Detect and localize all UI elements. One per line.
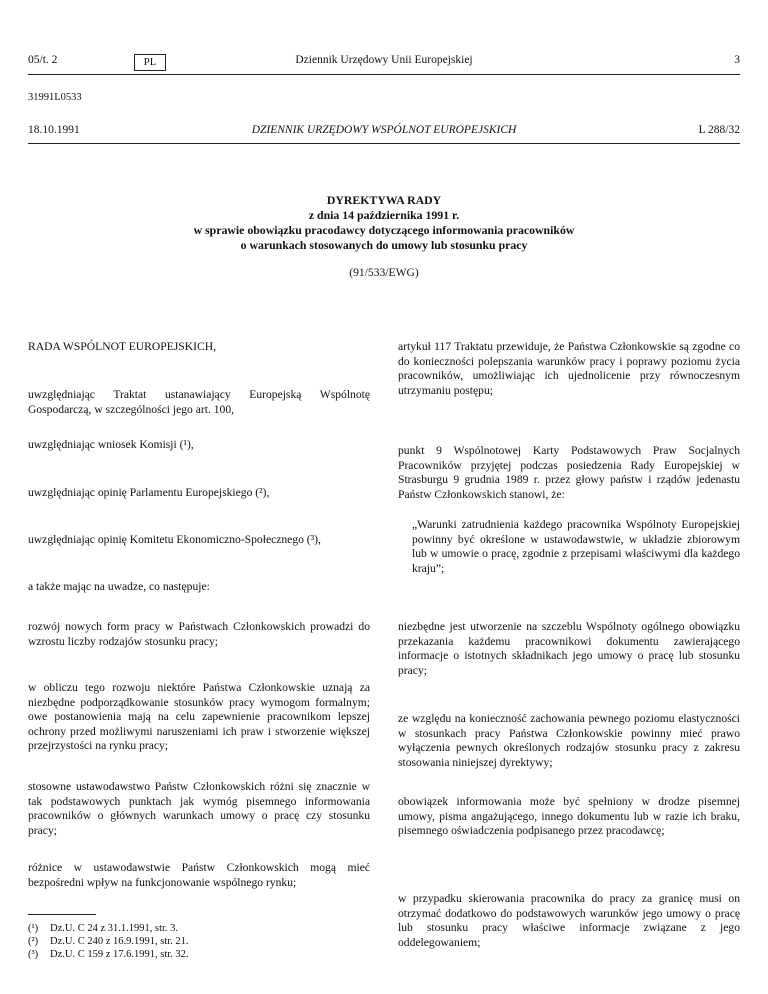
footnote-3: (³) Dz.U. C 159 z 17.6.1991, str. 32.: [28, 949, 189, 960]
left-paragraph-2: uwzględniając Traktat ustanawiający Europejską Wspólnotę Gospodarczą, w szczególności jego art. 100,: [28, 388, 370, 416]
subheader-rule: [28, 143, 740, 144]
language-badge: PL: [134, 54, 166, 71]
issue-number: 05/t. 2: [28, 54, 58, 66]
left-paragraph-1: RADA WSPÓLNOT EUROPEJSKICH,: [28, 340, 216, 353]
original-journal-title: DZIENNIK URZĘDOWY WSPÓLNOT EUROPEJSKICH: [251, 124, 517, 136]
publication-date: 18.10.1991: [28, 124, 80, 136]
left-paragraph-8: w obliczu tego rozwoju niektóre Państwa Członkowskie uznają za niezbędne podporządkowanie stosunków pracy wymogom formalnym; owe postanowienia mają na celu zapewnienie pracownikom lepszej ochrony przed możliwymi naruszeniami ich praw i stworzenie większej przejrzystości na rynku pracy;: [28, 681, 370, 753]
left-paragraph-5: uwzględniając opinię Komitetu Ekonomiczno-Społecznego (³),: [28, 533, 321, 546]
page-number: 3: [734, 54, 740, 66]
footnote-2: (²) Dz.U. C 240 z 16.9.1991, str. 21.: [28, 936, 189, 947]
left-paragraph-3: uwzględniając wniosek Komisji (¹),: [28, 438, 194, 451]
celex-number: 31991L0533: [28, 92, 82, 103]
journal-title: Dziennik Urzędowy Unii Europejskiej: [295, 54, 473, 66]
document-type: DYREKTYWA RADY: [326, 193, 442, 207]
document-date: z dnia 14 października 1991 r.: [308, 208, 460, 222]
left-paragraph-6: a także mając na uwadze, co następuje:: [28, 580, 210, 593]
right-paragraph-2: punkt 9 Wspólnotowej Karty Podstawowych Praw Socjalnych Pracowników przyjętej podczas posiedzenia Rady Europejskiej w Strasburgu 9 grudnia 1989 r. przez głowy państw i rządów jedenastu Państw Członkowskich stanowi, że:: [398, 444, 740, 501]
right-paragraph-1: artykuł 117 Traktatu przewiduje, że Państwa Członkowskie są zgodne co do konieczności polepszania warunków pracy i poprawy poziomu życia pracowników, umożliwiając ich ujednolicenie przy równoczesnym utrzymaniu postępu;: [398, 340, 740, 397]
journal-reference: L 288/32: [698, 124, 740, 136]
header-rule: [28, 74, 740, 75]
document-subject-line2: o warunkach stosowanych do umowy lub stosunku pracy: [240, 238, 528, 252]
footnote-1: (¹) Dz.U. C 24 z 31.1.1991, str. 3.: [28, 923, 179, 934]
document-subject-line1: w sprawie obowiązku pracodawcy dotyczącego informowania pracowników: [193, 223, 575, 237]
footnote-separator: [28, 914, 96, 915]
right-paragraph-6: w przypadku skierowania pracownika do pracy za granicę musi on otrzymać dodatkowo do podstawowych warunków jego umowy o pracę lub stosunku pracy właściwe informacje związane z jego oddelegowaniem;: [398, 892, 740, 949]
left-paragraph-7: rozwój nowych form pracy w Państwach Członkowskich prowadzi do wzrostu liczby rodzajów stosunku pracy;: [28, 620, 370, 648]
charter-quote: „Warunki zatrudnienia każdego pracownika Wspólnoty Europejskiej powinny być określone w ustawodawstwie, w układzie zbiorowym lub w umowie o pracę, zgodnie z przepisami właściwymi dla każdego kraju”;: [412, 518, 740, 575]
right-paragraph-3: niezbędne jest utworzenie na szczeblu Wspólnoty ogólnego obowiązku przekazania każdemu pracownikowi dokumentu zawierającego informacje o istotnych składnikach jego umowy o pracę lub stosunku pracy;: [398, 620, 740, 677]
left-paragraph-10: różnice w ustawodawstwie Państw Członkowskich mogą mieć bezpośredni wpływ na funkcjonowanie wspólnego rynku;: [28, 861, 370, 889]
document-number: (91/533/EWG): [349, 266, 419, 279]
right-paragraph-4: ze względu na konieczność zachowania pewnego poziomu elastyczności w stosunkach pracy Państwa Członkowskie powinny mieć prawo wyłączenia pewnych określonych rodzajów stosunku pracy z zakresu stosowania niniejszej dyrektywy;: [398, 712, 740, 769]
right-paragraph-5: obowiązek informowania może być spełniony w drodze pisemnej umowy, pisma angażującego, innego dokumentu lub w razie ich braku, pisemnego oświadczenia podpisanego przez pracodawcę;: [398, 795, 740, 838]
left-paragraph-4: uwzględniając opinię Parlamentu Europejskiego (²),: [28, 486, 270, 499]
left-paragraph-9: stosowne ustawodawstwo Państw Członkowskich różni się znacznie w tak podstawowych punktach jak wymóg pisemnego informowania pracowników o głównych warunkach umowy o pracę czy stosunku pracy;: [28, 780, 370, 837]
